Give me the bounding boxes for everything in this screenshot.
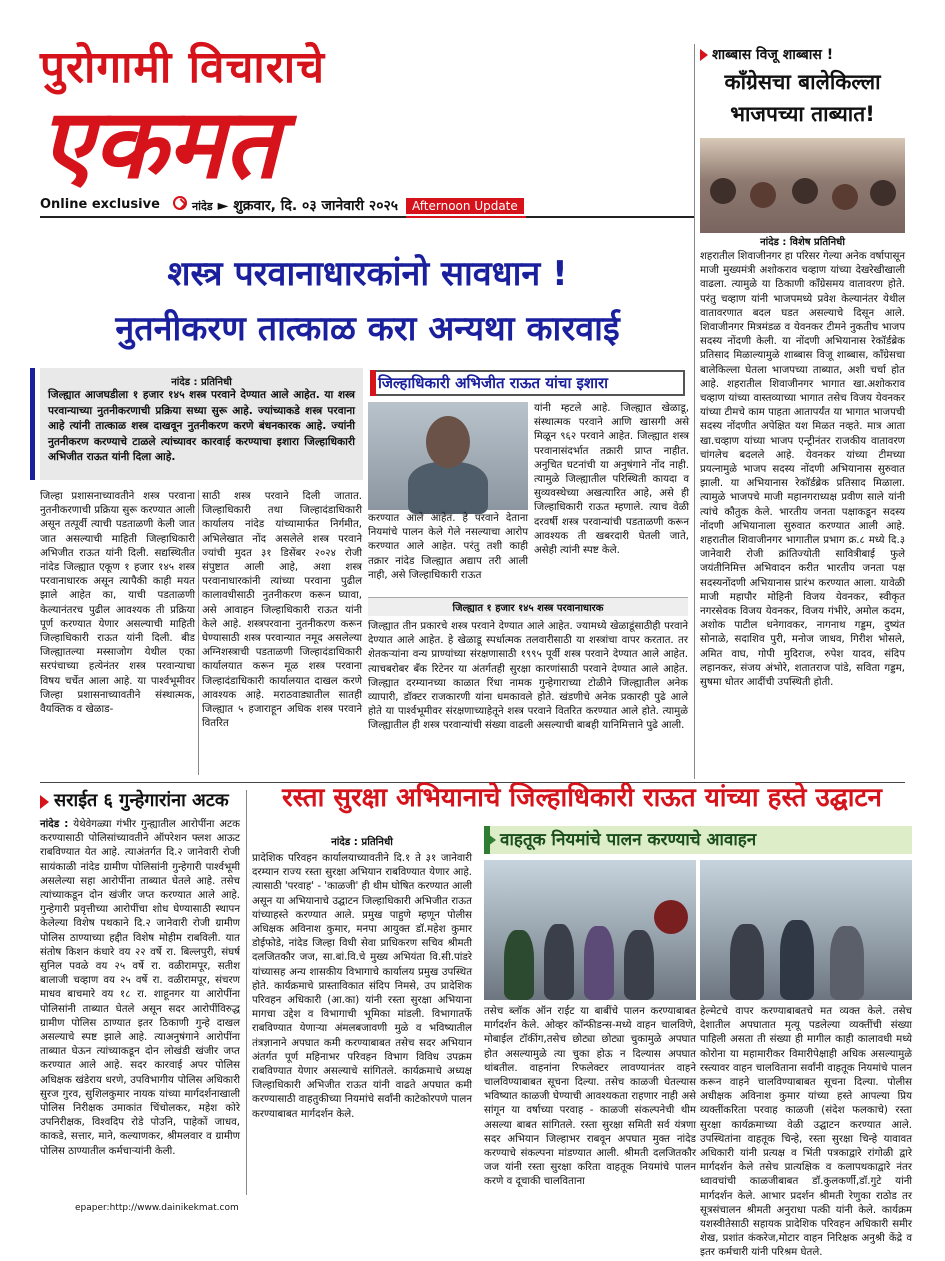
road-column-3: हेल्मेटचे वापर करण्याबाबतचे मत व्यक्त केले. तसेच देशातील अपघातात मृत्यू पडलेल्या व्यक्तींची संख्या पाहिली असता ती संख्या ही मागील काही कालावधी मध्ये कोरोना या महामारीकर विमारीपेक्षाही अधिक असल्यामुळे रस्त्यावर वाहन चालविताना सर्वांनी वाहतूक नियमांचे पालन करून वाहने चालविण्याबाबत सूचना दिल्या. पोलीस अधीक्षक अविनाश कुमार यांच्या हस्ते आपल्या प्रिय व्यक्तींकरिता परवाह काळजी (संदेश फलकाचे) रस्ता सुरक्षा कार्यक्रमाच्या वेळी उद्घाटन करण्यात आले. उपस्थितांना वाहतूक चिन्हे, रस्ता सुरक्षा चिन्हे यावावत अधिकारी यांनी प्रत्यक्ष व भिंती पत्रकाद्वारे रांगोळी द्वारे मार्गदर्शन केले तसेच प्रात्यक्षिक व कलापथकाद्वारे नंतर ध्वावचांची काळजीबाबत डॉ.कुलकर्णी,डॉ.गुटे यांनी मार्गदर्शन केले. आभार प्रदर्शन श्रीमती रेणुका राठोड तर सूत्रसंचालन श्रीमती अनुराधा पत्की यांनी केले. कार्यक्रम यशस्वीतेसाठी सहायक प्रादेशिक परिवहन अधिकारी समीर शेख, प्रशांत कंकरेज,मोटार वाहन निरिक्षक अनुश्री केंद्रे व इतर कर्मचारी यांनी परिश्रम घेतले. xyxy=(700,1006,912,1259)
lead-column-4: यांनी म्हटले आहे. जिल्ह्यात खेळाडू, संस्थात्मक परवाने आणि खासगी असे मिळून ९६२ परवाने आहेत. जिल्ह्यात शस्त्र परवानासंदर्भात तक्रारी प्राप्त नाहीत. अनुचित घटनांची या अनुषंगाने नोंद नाही. त्यामुळे जिल्ह्यातील परिस्थिती कायदा व सुव्यवस्थेच्या अखत्यारित आहे, असे ही जिल्हाधिकारी राऊत म्हणाले. त्याच वेळी दरवर्षी शस्त्र परवान्यांची पडताळणी करून आवश्यक ती खबरदारी घेतली जाते, असेही त्यांनी स्पष्ट केले. xyxy=(534,403,689,557)
road-safety-ribbon-photo xyxy=(700,860,912,1000)
crime-text: येथेवेगळ्या गंभीर गुन्ह्यातील आरोपींना अटक करण्यासाठी पोलिसांच्यावतीने ऑपरेशन फ्लश आऊट राबविण्यात येत आहे. त्याअंतर्गत दि.२ जानेवारी रोजी सायंकाळी नांदेड ग्रामीण पोलिसांनी गुन्हेगारी पार्श्वभूमी असलेल्या सहा आरोपींना ताब्यात घेतले आहे. तसेच त्यांच्याकडून दोन खंजीर जप्त करण्यात आले आहे. गुन्हेगारी प्रवृत्तीच्या आरोपींचा शोध घेण्यासाठी स्थापन केलेल्या विशेष पथकाने दि.२ जानेवारी रोजी ग्रामीण पोलिस ठाण्याच्या हद्दीत विशेष मोहीम राबविली. यात संतोष किशन कंधारे वय २२ वर्षे रा. बिल्लपुरी, संघर्ष सुनिल पवळे वय २५ वर्षे रा. वळीरामपूर, सतीश बालाजी चव्हाण वय २५ वर्षे रा. वळीरामपूर, संचरण माधव बाचमारे वय १८ रा. शाहूनगर या आरोपींना पोलिसांनी ताब्यात घेतले असून सदर आरोपींविरुद्ध ग्रामीण पोलिस ठाण्यात इतर ठिकाणी गुन्हे दाखल असल्याचे स्पष्ट झाले आहे. त्याअनुषंगाने आरोपींना ताब्यात घेऊन त्यांच्याकडून दोन लोखंडी खंजीर जप्त करण्यात आले आहे. सदर कारवाई अपर पोलिस अधिक्षक खंडेराय धरणे, उपविभागीय पोलिस अधिकारी सुरज गुरव, सुशिलकुमार नायक यांच्या मार्गदर्शनाखाली पोलिस निरीक्षक उमाकांत चिंचोलकर, महेश कोरे उपनिरीक्षक, विश्वदिप रोडे पोउनि, पाहेकों जाधव, काकडे, सत्तार, माने, कल्याणकर, श्रीमलवार व ग्रामीण पोलिस ठाण्यातील कर्मचाऱ्यांनी केली. xyxy=(40,819,240,1157)
edition-date-sep: ► xyxy=(217,198,234,214)
lead-intro-text: जिल्ह्यात आजघडीला १ हजार १४५ शस्त्र परवाने देण्यात आले आहेत. या शस्त्र परवान्याच्या नुतनीकरणाची प्रक्रिया सध्या सुरू आहे. ज्यांच्याकडे शस्त्र परवाना आहे त्यांनी तात्काळ शस्त्र दाखवून नुतनीकरण करणे बंधनकारक आहे. ज्यांनी नुतनीकरण करण्याचे टाळले त्यांच्यावर कारवाई करण्याचा इशारा जिल्हाधिकारी अभिजीत राऊत यांनी दिला आहे. xyxy=(48,389,355,463)
road-column-1: प्रादेशिक परिवहन कार्यालयाच्यावतीने दि.१ ते ३१ जानेवारी दरम्यान राज्य रस्ता सुरक्षा अभियान राबविण्यात येणार आहे. त्यासाठी 'परवाह' - 'काळजी' ही थीम घोषित करण्यात आली असून या अभियानाचे उद्घाटन जिल्हाधिकारी अभिजीत राऊत यांच्याहस्ते करण्यात आले. प्रमुख पाहुणे म्हणून पोलीस अधिक्षक अविनाश कुमार, मनपा आयुक्त डॉ.महेश कुमार डोईफोडे, नांदेड जिल्हा विधी सेवा प्राधिकरण सचिव श्रीमती दलजितकौर जज, सा.बां.वि.चे मुख्य अभियंता वि.सी.पांडरे यांच्यासह अन्य शासकीय विभागाचे कार्यालय प्रमुख उपस्थित होते. कार्यक्रमाचे प्रास्ताविकात संदिप निमसे, उप प्रादेशिक परिवहन अधिकारी (आ.का) यांनी रस्ता सुरक्षा अभियाना मागचा उद्देश व विभागाची भूमिका मांडली. विभागातर्फे राबविण्यात येणाऱ्या अंमलबजावणी मुळे व भविष्यातील तंत्रज्ञानाने अपघात कमी करण्याबाबत तसेच सदर अभियान अंतर्गत पूर्ण महिनाभर परिवहन विभाग विविध उपक्रम राबविण्यात येणार असल्याचे सांगितले. कार्यक्रमाचे अध्यक्ष जिल्हाधिकारी अभिजीत राऊत यांनी वाढते अपघात कमी करण्यासाठी वाहतुकीच्या नियमांचे सर्वांनी काटेकोरपणे पालन करण्याबाबत मार्गदर्शन केले. xyxy=(252,853,472,1120)
road-column-2: तसेच ब्लॉक ऑन राईट या बाबींचे पालन करण्याबाबत मार्गदर्शन केले. ओव्हर कॉन्फीडन्स-मध्ये वाहन चालविणे, मोबाईल टॉकींग,तसेच छोट्या छोट्या चुकामुळे अपघात होत असल्यामुळे त्या चुका होऊ न दिल्यास अपघात थांबतील. वाहनांना रिफलेक्टर लावण्यानंतर वाहने चालविण्याबाबत सूचना दिल्या. तसेच काळजी घेतल्यास भविष्यात काळजी घेण्याची आवश्यकता राहणार नाही असे सांगून या वर्षाच्या परवाह - काळजी संकल्पनेची थीम असल्या बाबत सांगितले. रस्ता सुरक्षा समिती सर्व यंत्रणा सदर अभियान जिल्हाभर राबवून अपघात मुक्त नांदेड करण्याचे संकल्पना मांडण्यात आली. श्रीमती दलजितकौर जज यांनी रस्ता सुरक्षा करिता वाहतूक नियमांचे पालन करणे व दूचाकी चालविताना xyxy=(484,1006,696,1188)
crime-body xyxy=(40,818,240,1193)
sidebar-headline-line1: काँग्रेसचा बालेकिल्ला xyxy=(724,70,881,94)
lead-column-1: जिल्हा प्रशासनाच्यावतीने शस्त्र परवाना नुतनीकरणाची प्रक्रिया सुरू करण्यात आली असून तत्पूर्वी त्याची पडताळणी केली जात जात असल्याची माहिती जिल्हाधिकारी अभिजीत राऊत यांनी दिली. सद्यस्थितीत नांदेड जिल्ह्यात एकूण १ हजार १४५ शस्त्र परवानाधारक असून त्यापैकी काही मयत झाले आहेत का, याची पडताळणी केल्यानंतरच पुढील आवश्यक ती प्रक्रिया पूर्ण करण्यात येणार असल्याची माहिती जिल्हाधिकारी राऊत यांनी दिली. बीड जिल्ह्यातल्या मस्साजोग येथील एका सरपंचाच्या हत्येनंतर शस्त्र परवान्याचा विषय चर्चेत आला आहे. या पार्श्वभूमीवर जिल्हा प्रशासनाच्यावतीने संस्थात्मक, वैयक्तिक व खेळाड- xyxy=(40,491,195,716)
road-byline: नांदेड : प्रतिनिधी xyxy=(331,837,393,848)
edition-badge: Afternoon Update xyxy=(406,198,524,214)
edition-dateline xyxy=(192,196,398,215)
road-safety-kicker: वाहतूक नियमांचे पालन करण्याचे आवाहन xyxy=(484,826,912,854)
masthead-rule xyxy=(40,216,695,218)
sidebar-byline: नांदेड : विशेष प्रतिनिधी xyxy=(760,237,845,248)
masthead-title: एकमत xyxy=(40,88,279,200)
lead-column-3: करण्यात आले आहेत. हे परवाने देताना नियमांचे पालन केले गेले नसल्याचा आरोप करण्यात आले आहेत. परंतु तशी काही तक्रार नांदेड जिल्ह्यात अद्याप तरी आली नाही, असे जिल्हाधिकारी राऊत xyxy=(368,513,528,581)
intro-accent-bar xyxy=(30,368,35,480)
lower-column-divider xyxy=(246,790,247,1195)
crime-byline: नांदेड : xyxy=(40,819,69,830)
armslicense-infobox xyxy=(368,597,688,777)
online-exclusive-label: Online exclusive xyxy=(40,197,160,212)
sidebar-headline-line2: भाजपच्या ताब्यात! xyxy=(730,102,875,126)
edition-location: नांदेड xyxy=(192,200,213,213)
edition-date: शुक्रवार, दि. ०३ जानेवारी २०२५ xyxy=(233,198,399,214)
infobox-title: जिल्ह्यात १ हजार १४५ शस्त्र परवानाधारक xyxy=(368,598,688,616)
road-safety-event-photo xyxy=(484,860,696,1000)
lead-headline-line1: शस्त्र परवानाधारकांनो सावधान ! xyxy=(167,254,568,294)
road-safety-headline: रस्ता सुरक्षा अभियानाचे जिल्हाधिकारी राऊत यांच्या हस्ते उद्घाटन xyxy=(282,783,882,813)
sidebar-body: शहरातील शिवाजीनगर हा परिसर गेल्या अनेक वर्षापासून माजी मुख्यमंत्री अशोकराव चव्हाण यांच्या देखरेखीखाली वाढला. त्यामुळे या ठिकाणी काँग्रेसमय वातावरण होते. परंतु चव्हाण यांनी भाजपमध्ये प्रवेश केल्यानंतर येथील वातावरणात बदल घडत असल्याचे दिसून आले. शिवाजीनगर मित्रमंडळ व येवनकर टीमने नुकतीच भाजप सदस्य नोंदणी केली. या नोंदणी अभियानास रेकॉर्डब्रेक प्रतिसाद मिळाल्यामुळे शाब्बास विजू शाब्बास, काँग्रेसचा बालेकिल्ला घेतला भाजपच्या ताब्यात, अशी चर्चा होत आहे. शहरातील शिवाजीनगर भागात खा.अशोकराव चव्हाण यांच्या वास्तव्याच्या भागात तसेच विजय येवनकर यांच्या टीमचे काम पाहता आतापर्यंत या भागात भाजपची सदस्य नोंदणीत अपेक्षित यश मिळत नव्हते. मात्र आता खा.चव्हाण यांच्या भाजप एन्ट्रीनंतर राजकीय वातावरण चांगलेच बदलले आहे. येवनकर यांच्या टीमच्या प्रयत्नामुळे भाजप सदस्य नोंदणी अभियानास सुरुवात झाली. या अभियानास रेकॉर्डब्रेक प्रतिसाद मिळाला. त्यामुळे भाजपचे माजी महानगराध्यक्ष प्रवीण साले यांनी त्यांचे कौतुक केले. भारतीय जनता पक्षाकडून सदस्य नोंदणी अभियानाला सुरुवात करण्यात आली आहे. शहरातील शिवाजीनगर भागातील प्रभाग क्र.८ मध्ये दि.३ जानेवारी रोजी क्रांतिज्योती सावित्रीबाई फुले जयंतीनिमित्त अभिवादन करीत भारतीय जनता पक्ष सदस्यनोंदणी अभियानास प्रारंभ करण्यात आला. यावेळी माजी महापौर मोहिनी विजय येवनकर, स्वीकृत नगरसेवक विजय येवनकर, विजय गंभीरे, अमोल कदम, अशोक पाटील धनेगावकर, नागनाथ गड्डम, दुष्यंत सोनाळे, सदाशिव पुरी, मनोज जाधव, गिरीश भोसले, अमित वाघ, गोपी मुदिराज, रुपेश यादव, संदिप लहानकर, संजय अंभोरे, शतातराज पांडे, सविता गड्डम, सुषमा धोतर आदींची उपस्थिती होती. xyxy=(700,251,905,689)
epaper-url[interactable]: epaper:http://www.dainikekmat.com xyxy=(75,1203,239,1213)
crime-headline: सराईत ६ गुन्हेगारांना अटक xyxy=(40,788,245,814)
masthead-rule-accent xyxy=(406,216,526,218)
column-divider xyxy=(198,490,199,775)
lead-byline: नांदेड : प्रतिनिधी xyxy=(171,377,232,388)
sidebar-kicker: शाब्बास विजू शाब्बास ! xyxy=(700,44,905,66)
rightcol-divider xyxy=(694,44,695,779)
lead-column-2: साठी शस्त्र परवाने दिली जातात. जिल्हाधिकारी तथा जिल्हादंडाधिकारी कार्यालय नांदेड यांच्यामार्फत निर्गमीत, अभिलेखात नोंद असलेले शस्त्र परवाने ज्यांची मुदत ३१ डिसेंबर २०२४ रोजी संपुष्टात आली आहे, अशा शस्त्र परवानाधारकांनी त्यांच्या परवाना पुढील कालावधीसाठी नुतनीकरण करून घ्यावा, असे आवाहन जिल्हाधिकारी राऊत यांनी केले आहे. शस्त्रपरवाना नुतनीकरण करून घेण्यासाठी शस्त्र परवान्यात नमूद असलेल्या अग्निशस्त्राची पडताळणी जिल्हादंडाधिकारी कार्यालयात करून मूळ शस्त्र परवाना जिल्हादंडाधिकारी कार्यालयात दाखल करणे आवश्यक आहे. मराठवाड्यातील सातही जिल्ह्यात ५ हजाराहून अधिक शस्त्र परवाने वितरित xyxy=(202,491,362,730)
lead-headline-line2: नुतनीकरण तात्काळ करा अन्यथा कारवाई xyxy=(115,309,620,349)
arrow-circle-icon xyxy=(173,196,187,210)
sidebar-event-photo xyxy=(700,138,905,233)
infobox-text: जिल्ह्यात तीन प्रकारचे शस्त्र परवाने देण्यात आले आहेत. ज्यामध्ये खेळाडूंसाठीही परवाने देण्यात आले आहेत. हे खेळाडू स्पर्धात्मक तलवारीसाठी या शस्त्रांचा वापर करतात. तर शेतकऱ्यांना वन्य प्राण्यांच्या संरक्षणासाठी १९९५ पूर्वी शस्त्र परवाने देण्यात आले आहेत. त्याचबरोबर बँक रिटेनर या अंतर्गतही सुरक्षा कारणांसाठी परवाने देण्यात आले आहेत. जिल्ह्यात दरम्यानच्या काळात रिंधा नामक गुन्हेगाराच्या टोळीने जिल्ह्यातील अनेक व्यापारी, डॉक्टर राजकारणी यांना धमकावले होते. खंडणीचे अनेक प्रकारही पुढे आले होते या पार्श्वभूमीवर संरक्षणाच्याहेतूने शस्त्र परवाने वितरित करण्यात आले होते. त्यामुळे जिल्ह्यातील ही शस्त्र परवान्यांची संख्या वाढली असल्याची बाबही यानिमित्ताने पुढे आली. xyxy=(368,621,688,732)
lead-subhead: जिल्हाधिकारी अभिजीत राऊत यांचा इशारा xyxy=(370,370,685,396)
collector-photo xyxy=(368,402,528,510)
masthead-tagline: पुरोगामी विचाराचे xyxy=(40,42,326,93)
lead-intro-box xyxy=(40,368,363,480)
